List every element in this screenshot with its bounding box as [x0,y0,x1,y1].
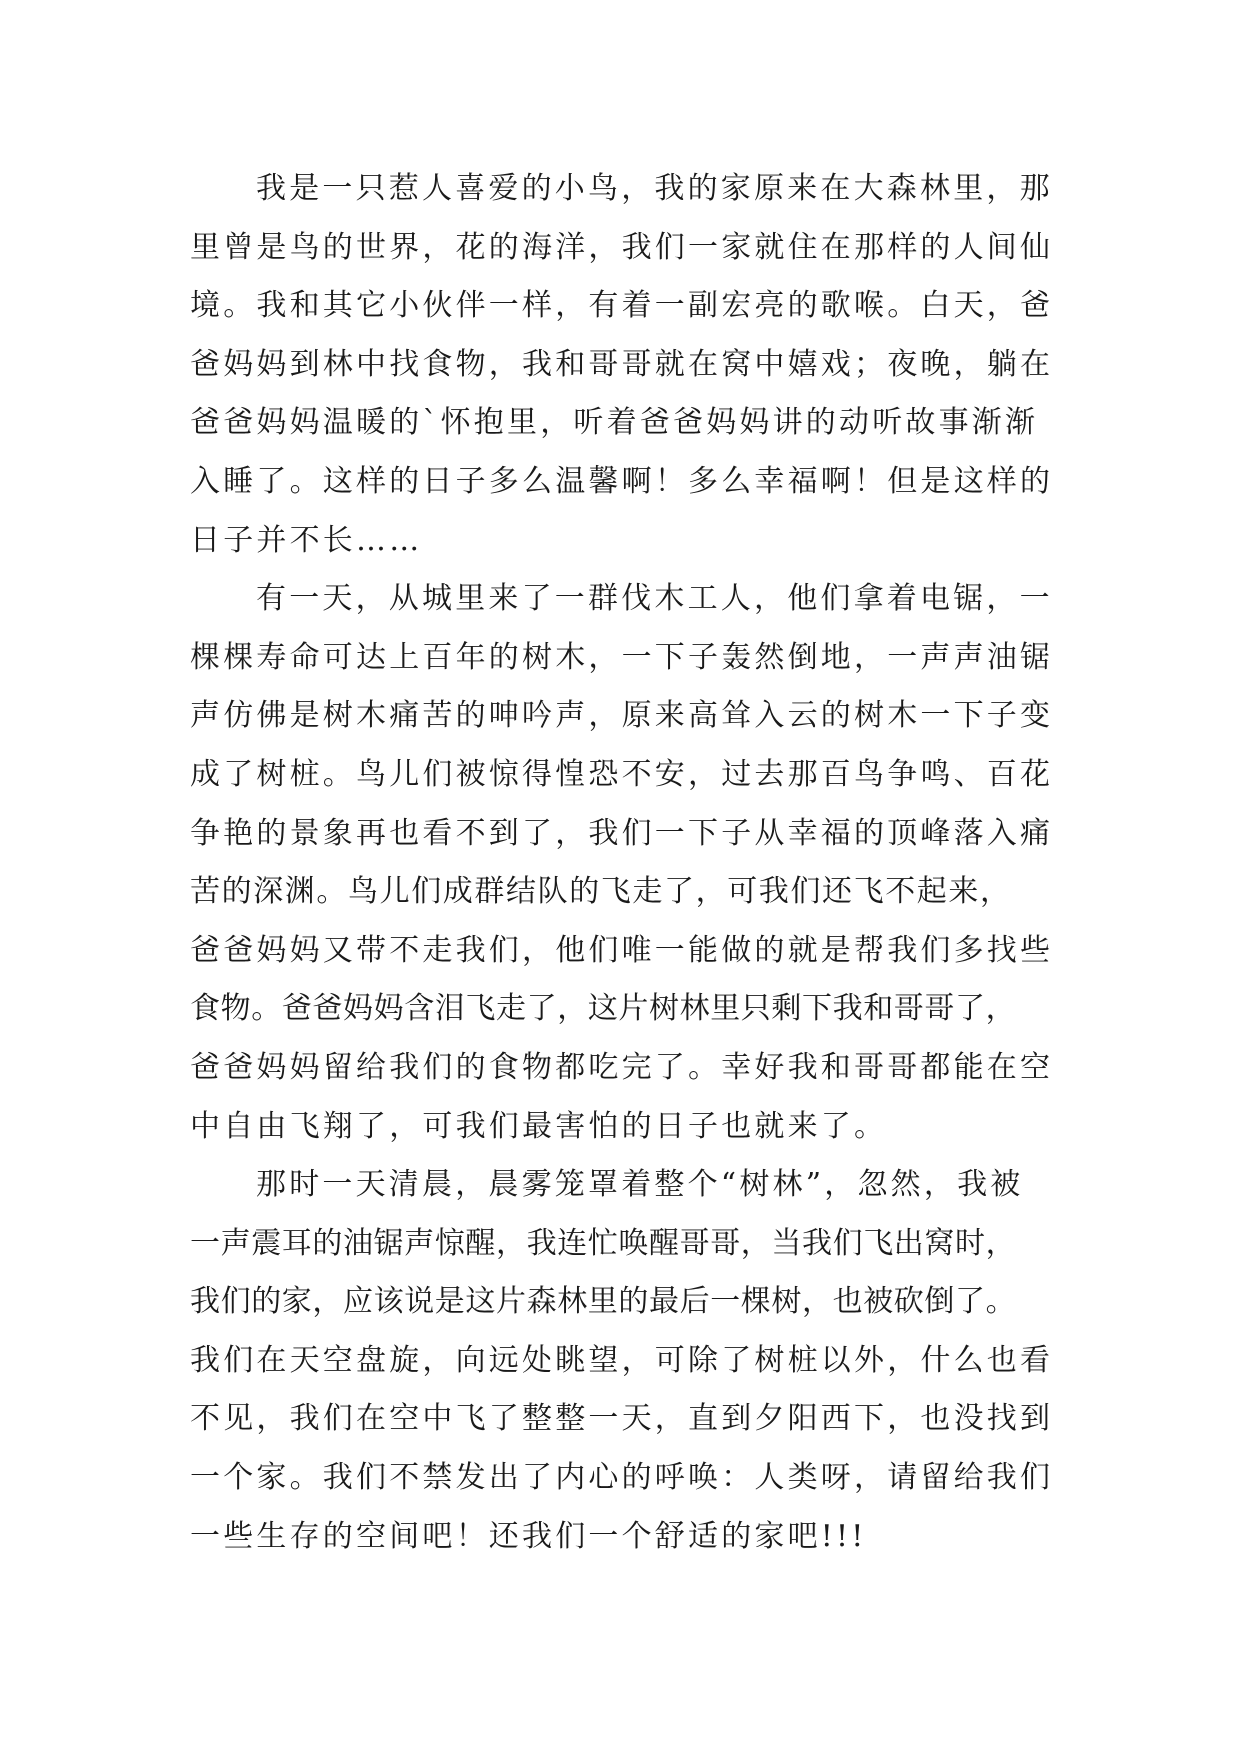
paragraph-2-line-1: 有一天，从城里来了一群伐木工人，他们拿着电锯，一 [256,581,1053,617]
paragraph-3-line-4: 我们在天空盘旋，向远处眺望，可除了树桩以外，什么也看 [190,1342,1054,1378]
paragraph-3-line-1: 那时一天清晨，晨雾笼罩着整个“树林”，忽然，我被 [256,1167,1024,1203]
paragraph-2-line-6: 苦的深渊。鸟儿们成群结队的飞走了，可我们还飞不起来， [190,874,1012,910]
paragraph-2-line-4: 成了树桩。鸟儿们被惊得惶恐不安，过去那百鸟争鸣、百花 [190,756,1054,792]
paragraph-1-line-2: 里曾是鸟的世界，花的海洋，我们一家就住在那样的人间仙 [190,229,1054,265]
paragraph-1-line-1: 我是一只惹人喜爱的小鸟，我的家原来在大森林里，那 [256,171,1053,206]
paragraph-3-line-6: 一个家。我们不禁发出了内心的呼唤：人类呀，请留给我们 [190,1460,1054,1496]
essay-body [190,160,1070,1566]
paragraph-3-line-2: 一声震耳的油锯声惊醒，我连忙唤醒哥哥，当我们飞出窝时， [190,1225,1017,1261]
paragraph-2-line-2: 棵棵寿命可达上百年的树木，一下子轰然倒地，一声声油锯 [190,639,1054,675]
paragraph-2-line-9: 爸爸妈妈留给我们的食物都吃完了。幸好我和哥哥都能在空 [190,1049,1054,1085]
paragraph-1-line-3: 境。我和其它小伙伴一样，有着一副宏亮的歌喉。白天，爸 [190,288,1054,324]
paragraph-3-line-3: 我们的家，应该说是这片森林里的最后一棵树，也被砍倒了。 [190,1284,1017,1320]
paragraph-2-line-5: 争艳的景象再也看不到了，我们一下子从幸福的顶峰落入痛 [190,815,1054,851]
paragraph-3-line-7: 一些生存的空间吧！还我们一个舒适的家吧!!! [190,1518,867,1554]
paragraph-2-line-8: 食物。爸爸妈妈含泪飞走了，这片树林里只剩下我和哥哥了， [190,991,1017,1027]
paragraph-1-line-5: 爸爸妈妈温暖的`怀抱里，听着爸爸妈妈讲的动听故事渐渐 [190,405,1039,441]
paragraph-1-line-7: 日子并不长…… [190,522,423,558]
paragraph-3-line-5: 不见，我们在空中飞了整整一天，直到夕阳西下，也没找到 [190,1401,1054,1437]
paragraph-2-line-10: 中自由飞翔了，可我们最害怕的日子也就来了。 [190,1108,888,1144]
paragraph-1-line-4: 爸妈妈到林中找食物，我和哥哥就在窝中嬉戏；夜晚，躺在 [190,346,1054,382]
paragraph-1-line-6: 入睡了。这样的日子多么温馨啊！多么幸福啊！但是这样的 [190,463,1054,499]
paragraph-2-line-7: 爸爸妈妈又带不走我们，他们唯一能做的就是帮我们多找些 [190,932,1054,968]
paragraph-2-line-3: 声仿佛是树木痛苦的呻吟声，原来高耸入云的树木一下子变 [190,698,1054,734]
